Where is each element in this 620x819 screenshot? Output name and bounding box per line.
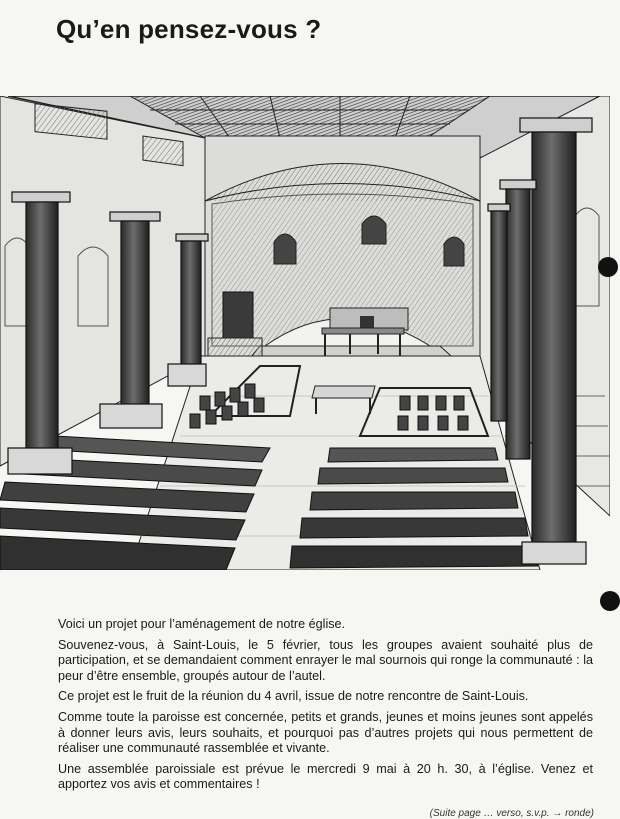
paragraph-paroisse: Comme toute la paroisse est concernée, petits et grands, jeunes et moins jeunes sont appelés à donner leurs avis, leurs souhaits, et pourquoi pas d’autres projets qui nous permettent de réaliser une communauté rassemblée et vivante. [58,709,593,756]
church-interior-illustration [0,96,610,570]
page-title: Qu’en pensez-vous ? [56,14,322,44]
paragraph-assemblee: Une assemblée paroissiale est prévue le mercredi 9 mai à 20 h. 30, à l’église. Venez et apportez vos avis et commentaires ! [58,761,593,792]
paragraph-souvenez: Souvenez-vous, à Saint-Louis, le 5 février, tous les groupes avaient souhaité plus de participation, et se demandaient comment enrayer le mal sournois qui ronge la communauté : la peur d’être ensemble, groupés autour de l’autel. [58,637,593,683]
page-footnote: (Suite page … verso, s.v.p. → ronde) [429,808,594,819]
paragraph-intro: Voici un projet pour l’aménagement de notre église. [58,617,346,631]
binder-hole-bottom [600,591,620,611]
binder-hole-top [598,257,618,277]
article-body [58,617,593,798]
paragraph-projet: Ce projet est le fruit de la réunion du 4 avril, issue de notre rencontre de Saint-Louis. [58,689,529,704]
